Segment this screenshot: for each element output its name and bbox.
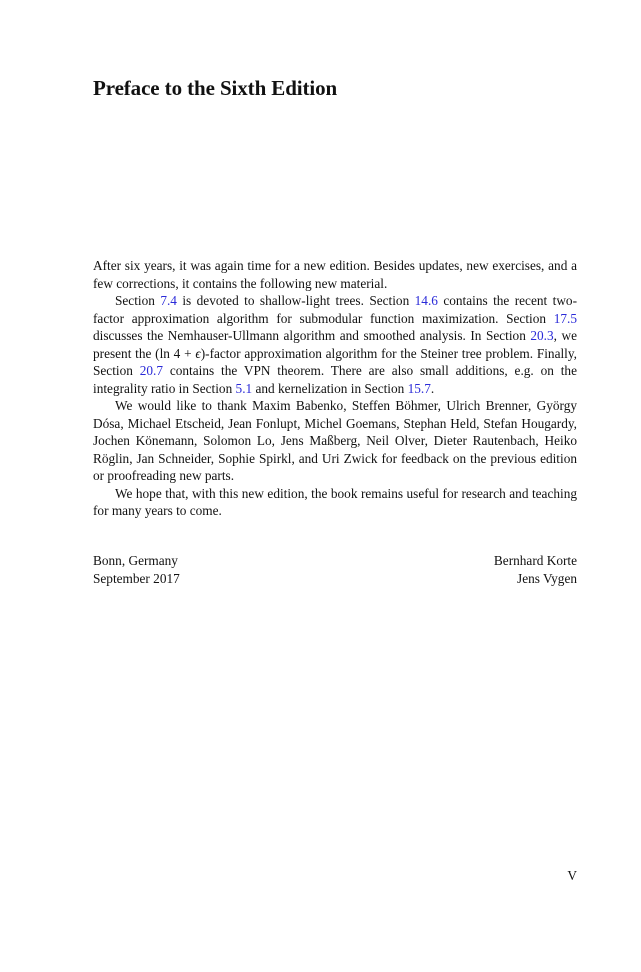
signature-author-1: Bernhard Korte — [493, 553, 577, 568]
section-link-17-5[interactable]: 17.5 — [553, 310, 577, 326]
signature-right — [494, 552, 577, 587]
text-run: discusses the Nemhauser-Ullmann algorithm and smoothed analysis. In Section — [93, 328, 531, 343]
section-link-5-1[interactable]: 5.1 — [235, 380, 253, 396]
section-link-7-4[interactable]: 7.4 — [160, 293, 177, 308]
section-link-14-6[interactable]: 14.6 — [414, 293, 438, 308]
text-run: contains the recent two-factor approximation algorithm for submodular function maximization. Section — [93, 293, 577, 326]
text-run: . — [430, 380, 435, 396]
text-run: and kernelization in Section — [252, 380, 408, 396]
text-run: contains the VPN theorem. There are also small additions, e.g. on the integrality ratio in Section — [93, 363, 577, 396]
text-run: Section — [115, 293, 161, 308]
signature-place: Bonn, Germany — [93, 553, 178, 568]
paragraph-closing: We hope that, with this new edition, the book remains useful for research and teaching for many years to come. — [93, 485, 577, 518]
math-expression — [155, 346, 205, 361]
math-close: ) — [200, 345, 206, 361]
text-run: , we present the — [93, 328, 578, 361]
text-run: is devoted to shallow-light trees. Section — [176, 293, 415, 308]
page-title: Preface to the Sixth Edition — [93, 76, 338, 100]
signature-block — [93, 552, 577, 587]
math-open: (ln 4 + — [155, 345, 196, 361]
paragraph-new-material — [93, 292, 577, 397]
math-epsilon: ϵ — [195, 345, 201, 361]
paragraph-intro: After six years, it was again time for a new edition. Besides updates, new exercises, and a few corrections, it contains the following new material. — [93, 258, 577, 291]
signature-left — [93, 552, 180, 587]
preface-body — [93, 257, 577, 520]
section-link-20-3[interactable]: 20.3 — [530, 328, 554, 343]
section-link-15-7[interactable]: 15.7 — [407, 380, 431, 396]
paragraph-acknowledgements: We would like to thank Maxim Babenko, Steffen Böhmer, Ulrich Brenner, György Dósa, Michael Etscheid, Jean Fonlupt, Michel Goemans, Stephan Held, Stefan Hougardy, Jochen Könemann, Solomon Lo, Jens Maßberg, Neil Olver, Dieter Rautenbach, Heiko Röglin, Jan Schneider, Sophie Spirkl, and Uri Zwick for feedback on the previous edition or proofreading new parts. — [93, 398, 577, 483]
signature-date: September 2017 — [93, 570, 180, 586]
section-link-20-7[interactable]: 20.7 — [139, 363, 164, 378]
signature-author-2: Jens Vygen — [517, 570, 577, 586]
text-run: -factor approximation algorithm for the Steiner tree problem. Finally, Section — [93, 345, 577, 378]
page-number: V — [567, 868, 577, 883]
